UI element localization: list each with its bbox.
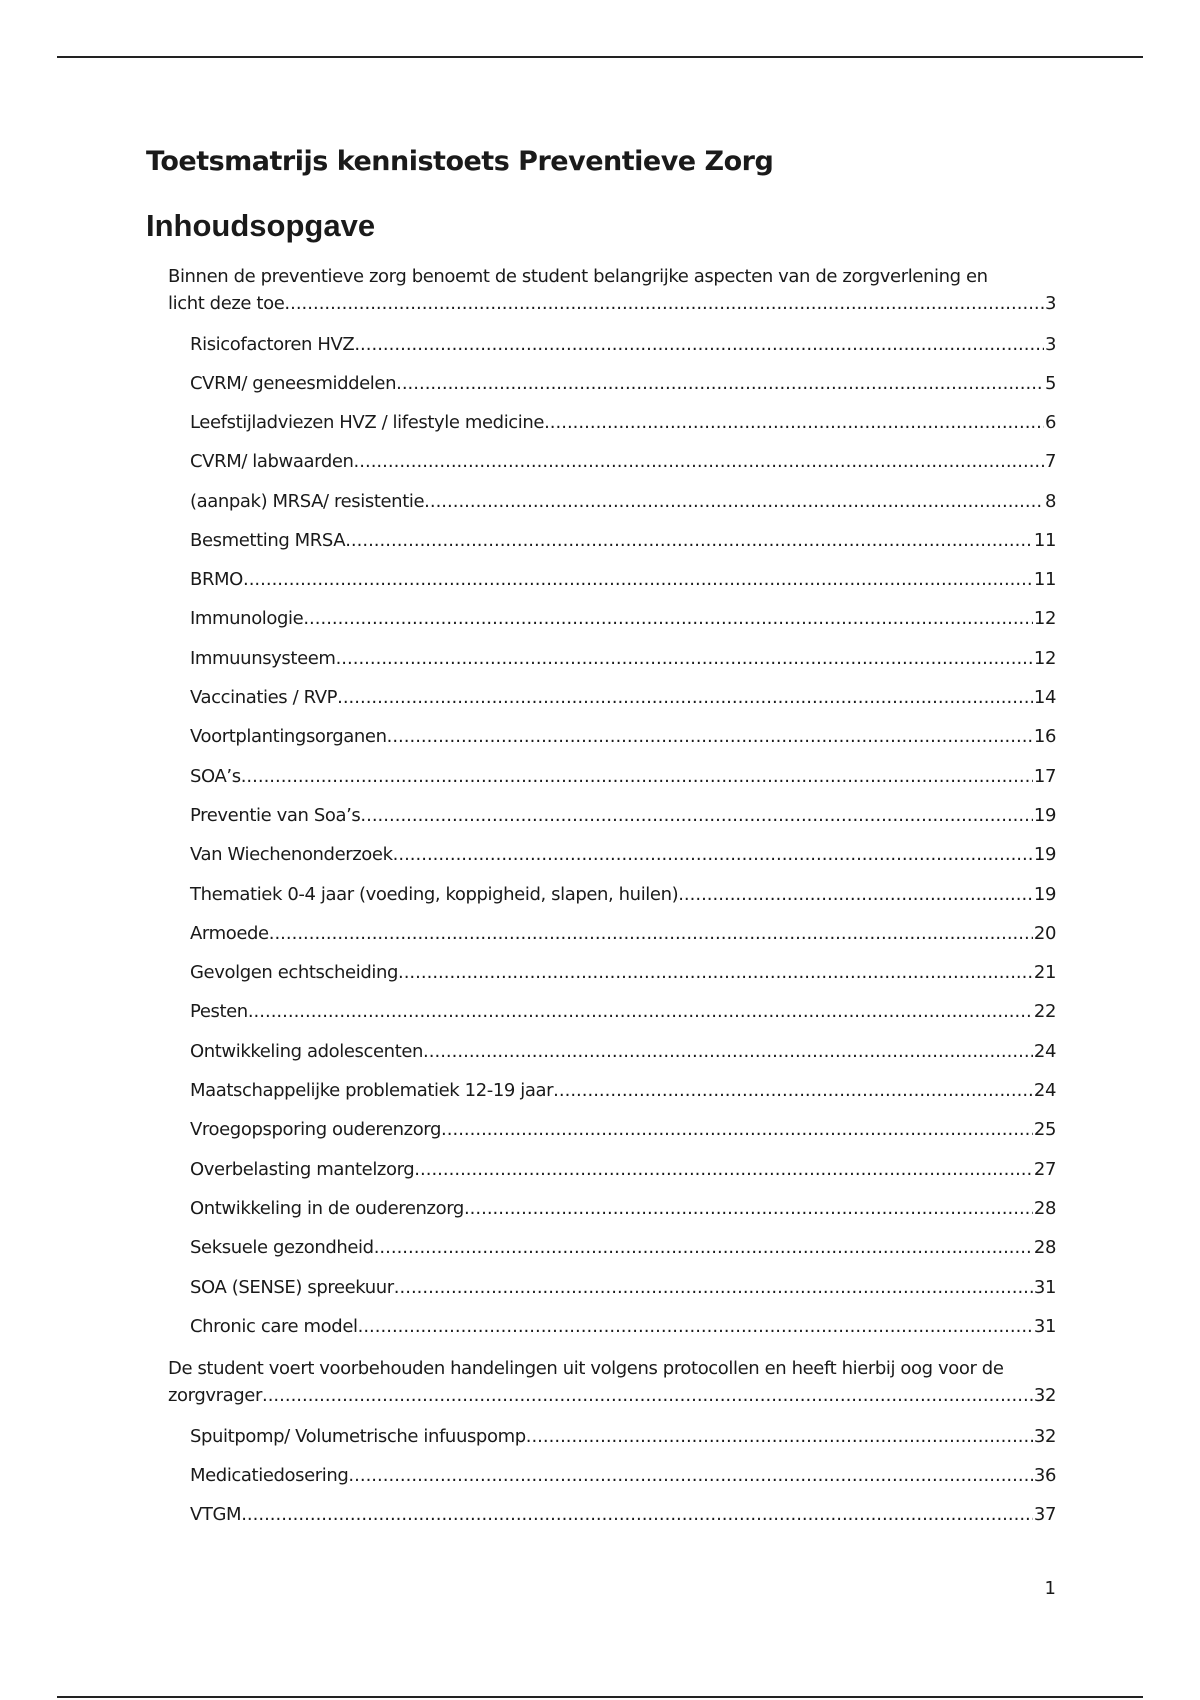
toc-entry-page: 28 (1033, 1198, 1056, 1219)
toc-entry-page: 11 (1033, 569, 1056, 590)
toc-entry-page: 31 (1033, 1316, 1056, 1337)
toc-section-voorbehouden-handelingen[interactable] (168, 1354, 1056, 1409)
toc-entry-immunologie[interactable] (190, 606, 1056, 632)
toc-entry-page: 24 (1033, 1041, 1056, 1062)
toc-entry-risicofactoren-hvz[interactable] (190, 332, 1056, 358)
toc-entry-besmetting-mrsa[interactable] (190, 528, 1056, 554)
toc-entry-title: Ontwikkeling adolescenten (190, 1041, 424, 1062)
dot-leader (374, 1235, 1033, 1261)
dot-leader (360, 803, 1033, 829)
dot-leader (241, 1502, 1033, 1528)
toc-entry-soa-sense-spreekuur[interactable] (190, 1275, 1056, 1301)
toc-entry-page: 36 (1033, 1465, 1056, 1486)
toc-entry-page: 24 (1033, 1080, 1056, 1101)
toc-entry-page: 25 (1033, 1119, 1056, 1140)
dot-leader (284, 291, 1044, 317)
toc-entry-ontwikkeling-adolescenten[interactable] (190, 1039, 1056, 1065)
toc-entry-title: SOA’s (190, 766, 241, 787)
toc-entry-thematiek-0-4[interactable] (190, 882, 1056, 908)
dot-leader (337, 685, 1033, 711)
toc-entry-page: 3 (1044, 334, 1056, 355)
toc-entry-title: Spuitpomp/ Volumetrische infuuspomp (190, 1426, 526, 1447)
toc-entry-page: 7 (1044, 451, 1056, 472)
toc-entry-title: Leefstijladviezen HVZ / lifestyle medicine (190, 412, 545, 433)
toc-entry-page: 32 (1033, 1385, 1056, 1406)
dot-leader (394, 1275, 1033, 1301)
toc-heading: Inhoudsopgave (146, 208, 376, 243)
dot-leader (248, 999, 1033, 1025)
toc-entry-title: Besmetting MRSA (190, 530, 346, 551)
toc-entry-title: Immuunsysteem (190, 648, 336, 669)
dot-leader (262, 1383, 1033, 1409)
dot-leader (424, 489, 1044, 515)
toc-entry-maatschappelijke-problematiek[interactable] (190, 1078, 1056, 1104)
header-rule (57, 56, 1143, 58)
toc-entry-title: Ontwikkeling in de ouderenzorg (190, 1198, 464, 1219)
toc-entry-page: 8 (1044, 491, 1056, 512)
toc-entry-title-line2: zorgvrager (168, 1385, 262, 1406)
toc-entry-page: 3 (1044, 293, 1056, 314)
toc-entry-title: Seksuele gezondheid (190, 1237, 374, 1258)
dot-leader (345, 528, 1033, 554)
dot-leader (396, 371, 1044, 397)
dot-leader (526, 1424, 1033, 1450)
toc-entry-page: 17 (1033, 766, 1056, 787)
toc-entry-title: Preventie van Soa’s (190, 805, 361, 826)
dot-leader (553, 1078, 1033, 1104)
toc-entry-title: Pesten (190, 1001, 248, 1022)
dot-leader (354, 332, 1044, 358)
toc-entry-title: Van Wiechenonderzoek (190, 844, 393, 865)
toc-entry-soas[interactable] (190, 764, 1056, 790)
toc-entry-title: Armoede (190, 923, 269, 944)
toc-entry-cvrm-labwaarden[interactable] (190, 449, 1056, 475)
toc-entry-voortplantingsorganen[interactable] (190, 724, 1056, 750)
dot-leader (241, 764, 1033, 790)
dot-leader (243, 567, 1033, 593)
toc-entry-pesten[interactable] (190, 999, 1056, 1025)
toc-entry-title: Overbelasting mantelzorg (190, 1159, 415, 1180)
toc-entry-page: 32 (1033, 1426, 1056, 1447)
toc-entry-title: Thematiek 0-4 jaar (voeding, koppigheid, slapen, huilen) (190, 884, 679, 905)
footer-rule (57, 1696, 1143, 1698)
toc-entry-page: 19 (1033, 844, 1056, 865)
toc-entry-title: (aanpak) MRSA/ resistentie (190, 491, 425, 512)
toc-entry-immuunsysteem[interactable] (190, 646, 1056, 672)
toc-entry-title: BRMO (190, 569, 243, 590)
dot-leader (464, 1196, 1033, 1222)
toc-entry-title: Maatschappelijke problematiek 12-19 jaar (190, 1080, 554, 1101)
toc-entry-title: Vroegopsporing ouderenzorg (190, 1119, 442, 1140)
dot-leader (354, 449, 1044, 475)
toc-entry-gevolgen-echtscheiding[interactable] (190, 960, 1056, 986)
toc-entry-title: Voortplantingsorganen (190, 726, 387, 747)
page-number: 1 (1044, 1578, 1056, 1599)
toc-entry-page: 27 (1033, 1159, 1056, 1180)
toc-entry-chronic-care-model[interactable] (190, 1314, 1056, 1340)
dot-leader (423, 1039, 1033, 1065)
toc-entry-aanpak-mrsa[interactable] (190, 489, 1056, 515)
toc-entry-title: Medicatiedosering (190, 1465, 349, 1486)
toc-entry-brmo[interactable] (190, 567, 1056, 593)
toc-entry-leefstijladviezen-hvz[interactable] (190, 410, 1056, 436)
toc-entry-page: 37 (1033, 1504, 1056, 1525)
toc-entry-title: CVRM/ labwaarden (190, 451, 354, 472)
toc-entry-page: 16 (1033, 726, 1056, 747)
dot-leader (393, 842, 1033, 868)
toc-entry-page: 22 (1033, 1001, 1056, 1022)
toc-entry-title: Gevolgen echtscheiding (190, 962, 398, 983)
toc-entry-title: Risicofactoren HVZ (190, 334, 355, 355)
toc-entry-title-line1: Binnen de preventieve zorg benoemt de student belangrijke aspecten van de zorgverlening en (168, 266, 988, 287)
toc-entry-ontwikkeling-ouderenzorg[interactable] (190, 1196, 1056, 1222)
dot-leader (336, 646, 1033, 672)
toc-entry-page: 31 (1033, 1277, 1056, 1298)
toc-entry-vroegopsporing-ouderenzorg[interactable] (190, 1117, 1056, 1143)
toc-entry-page: 12 (1033, 648, 1056, 669)
document-title: Toetsmatrijs kennistoets Preventieve Zorg (146, 146, 774, 177)
toc-entry-page: 12 (1033, 608, 1056, 629)
toc-entry-vaccinaties-rvp[interactable] (190, 685, 1056, 711)
toc-entry-title-line1: De student voert voorbehouden handelingen uit volgens protocollen en heeft hierbij oog voor de (168, 1358, 1004, 1379)
toc-entry-title: Chronic care model (190, 1316, 358, 1337)
toc-entry-spuitpomp[interactable] (190, 1424, 1056, 1450)
toc-entry-cvrm-geneesmiddelen[interactable] (190, 371, 1056, 397)
toc-entry-vtgm[interactable] (190, 1502, 1056, 1528)
toc-entry-armoede[interactable] (190, 921, 1056, 947)
dot-leader (358, 1314, 1033, 1340)
toc-entry-seksuele-gezondheid[interactable] (190, 1235, 1056, 1261)
dot-leader (414, 1157, 1033, 1183)
toc-entry-title: Immunologie (190, 608, 304, 629)
toc-entry-title: Vaccinaties / RVP (190, 687, 338, 708)
toc-entry-page: 20 (1033, 923, 1056, 944)
toc-entry-page: 19 (1033, 884, 1056, 905)
dot-leader (387, 724, 1033, 750)
toc-entry-title: SOA (SENSE) spreekuur (190, 1277, 394, 1298)
dot-leader (303, 606, 1033, 632)
toc-entry-page: 21 (1033, 962, 1056, 983)
toc-entry-title-line2: licht deze toe (168, 293, 285, 314)
toc-entry-overbelasting-mantelzorg[interactable] (190, 1157, 1056, 1183)
dot-leader (678, 882, 1033, 908)
toc-entry-page: 11 (1033, 530, 1056, 551)
toc-entry-page: 14 (1033, 687, 1056, 708)
toc-entry-van-wiechenonderzoek[interactable] (190, 842, 1056, 868)
dot-leader (544, 410, 1044, 436)
toc-entry-page: 19 (1033, 805, 1056, 826)
dot-leader (348, 1463, 1032, 1489)
dot-leader (398, 960, 1033, 986)
toc-entry-page: 5 (1044, 373, 1056, 394)
toc-section-preventieve-zorg[interactable] (168, 262, 1056, 317)
toc-entry-preventie-soas[interactable] (190, 803, 1056, 829)
dot-leader (441, 1117, 1033, 1143)
toc-entry-page: 28 (1033, 1237, 1056, 1258)
toc-entry-title: CVRM/ geneesmiddelen (190, 373, 397, 394)
toc-entry-title: VTGM (190, 1504, 242, 1525)
toc-entry-page: 6 (1044, 412, 1056, 433)
dot-leader (269, 921, 1033, 947)
toc-entry-medicatiedosering[interactable] (190, 1463, 1056, 1489)
